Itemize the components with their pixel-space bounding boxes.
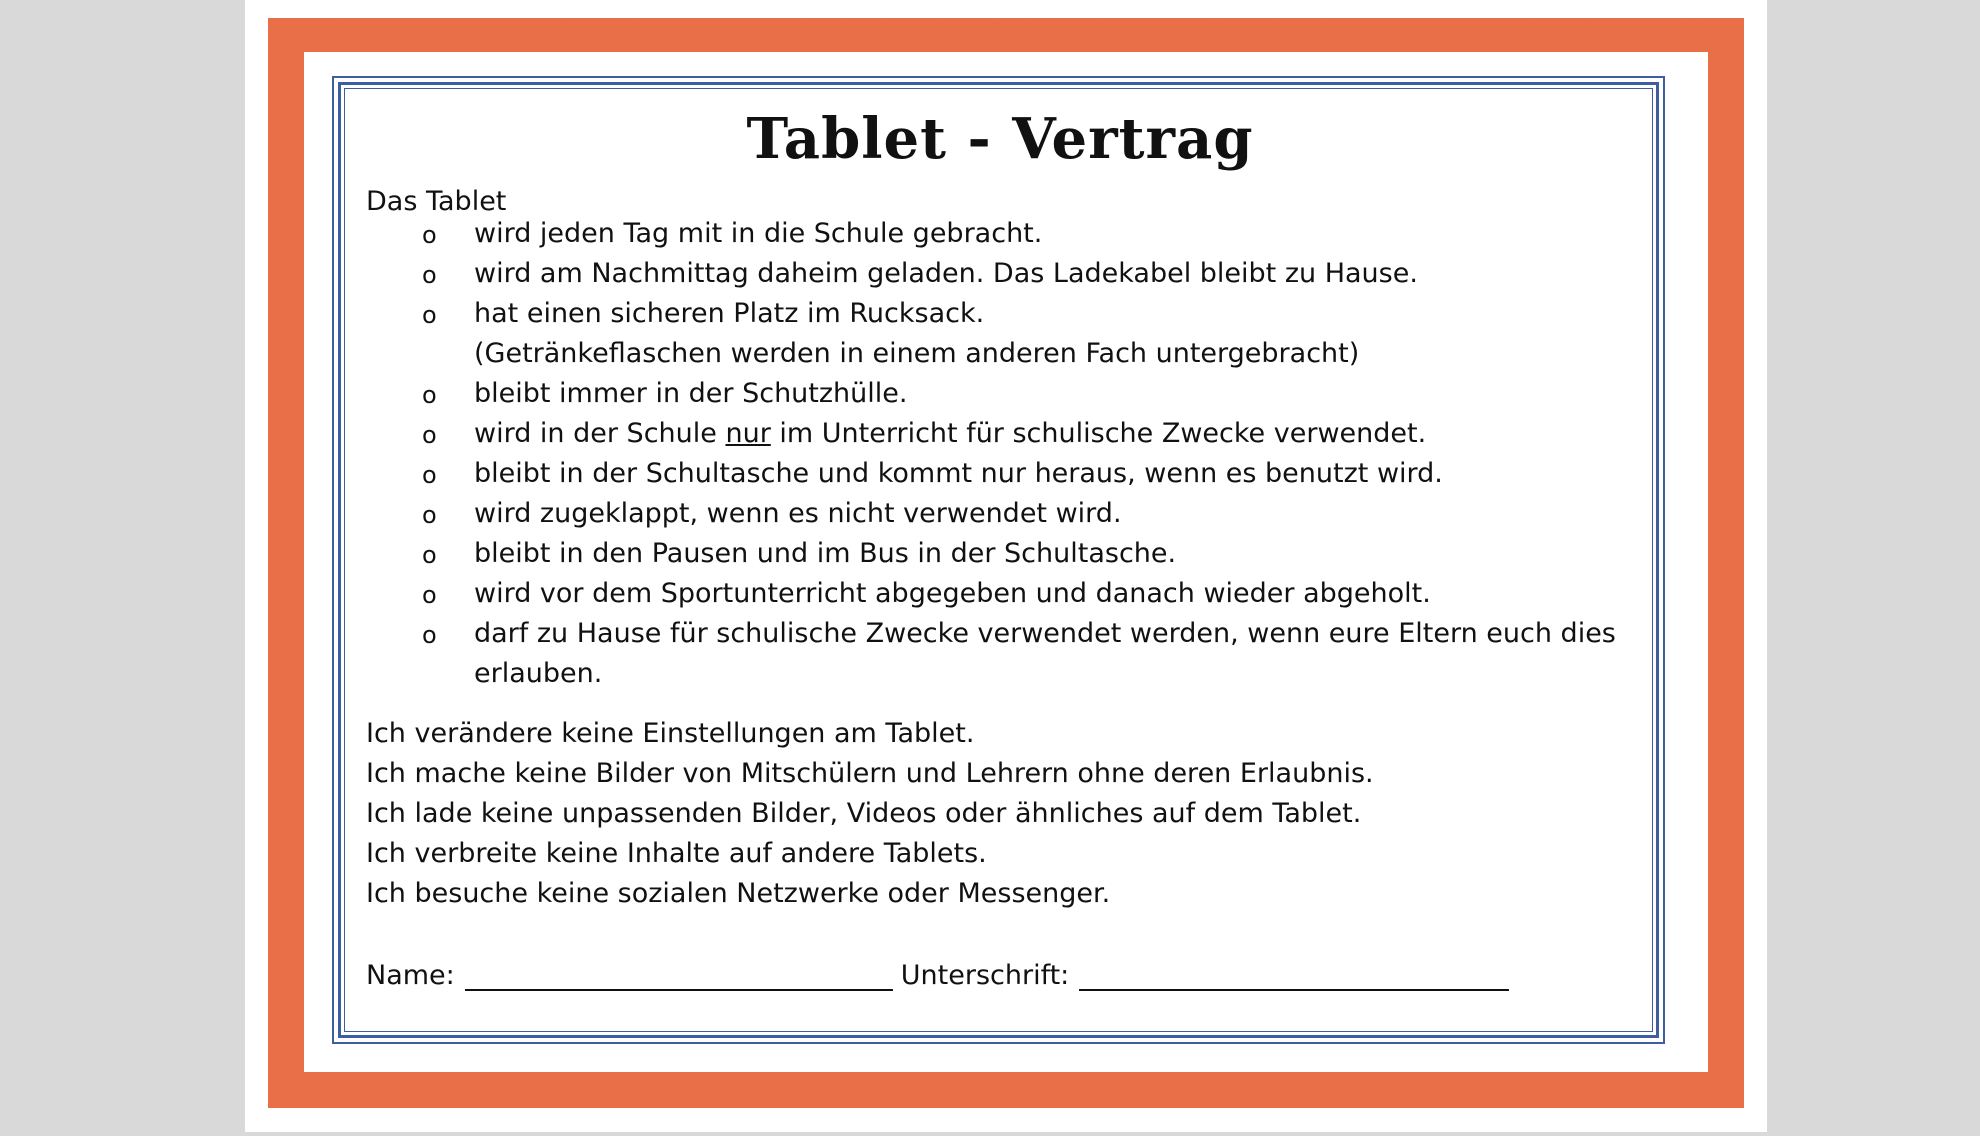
intro-text: Das Tablet bbox=[366, 186, 507, 217]
page-title: Tablet - Vertrag bbox=[746, 106, 1254, 172]
list-item: hat einen sicheren Platz im Rucksack. bbox=[474, 298, 985, 329]
bullet-glyph: o bbox=[422, 501, 437, 529]
list-item-text: im Unterricht für schulische Zwecke verwendet. bbox=[770, 418, 1427, 449]
list-item-text: wird in der Schule bbox=[474, 418, 726, 449]
statement-line: Ich besuche keine sozialen Netzwerke oder Messenger. bbox=[366, 878, 1111, 909]
bullet-glyph: o bbox=[422, 381, 437, 409]
underlined-word: nur bbox=[725, 418, 771, 449]
list-item-continuation: (Getränkeflaschen werden in einem anderen Fach untergebracht) bbox=[474, 338, 1360, 369]
bullet-glyph: o bbox=[422, 581, 437, 609]
statement-line: Ich mache keine Bilder von Mitschülern und Lehrern ohne deren Erlaubnis. bbox=[366, 758, 1374, 789]
signature-field[interactable] bbox=[1079, 963, 1509, 991]
signature-row bbox=[366, 960, 1509, 991]
list-item: wird zugeklappt, wenn es nicht verwendet wird. bbox=[474, 498, 1122, 529]
name-field[interactable] bbox=[465, 963, 893, 991]
list-item bbox=[474, 418, 1426, 449]
list-item: bleibt in den Pausen und im Bus in der Schultasche. bbox=[474, 538, 1177, 569]
list-item: wird am Nachmittag daheim geladen. Das Ladekabel bleibt zu Hause. bbox=[474, 258, 1418, 289]
list-item-continuation: erlauben. bbox=[474, 658, 603, 689]
statement-line: Ich verändere keine Einstellungen am Tablet. bbox=[366, 718, 975, 749]
statement-line: Ich verbreite keine Inhalte auf andere Tablets. bbox=[366, 838, 987, 869]
name-label: Name: bbox=[366, 960, 455, 991]
list-item: bleibt immer in der Schutzhülle. bbox=[474, 378, 908, 409]
bullet-glyph: o bbox=[422, 301, 437, 329]
list-item: wird jeden Tag mit in die Schule gebracht. bbox=[474, 218, 1043, 249]
bullet-glyph: o bbox=[422, 221, 437, 249]
bullet-glyph: o bbox=[422, 621, 437, 649]
signature-label: Unterschrift: bbox=[900, 960, 1070, 991]
bullet-glyph: o bbox=[422, 461, 437, 489]
statement-line: Ich lade keine unpassenden Bilder, Videos oder ähnliches auf dem Tablet. bbox=[366, 798, 1362, 829]
list-item: wird vor dem Sportunterricht abgegeben und danach wieder abgeholt. bbox=[474, 578, 1431, 609]
list-item: darf zu Hause für schulische Zwecke verwendet werden, wenn eure Eltern euch dies bbox=[474, 618, 1616, 649]
bullet-glyph: o bbox=[422, 421, 437, 449]
bullet-glyph: o bbox=[422, 541, 437, 569]
list-item: bleibt in der Schultasche und kommt nur heraus, wenn es benutzt wird. bbox=[474, 458, 1443, 489]
contract-content bbox=[366, 100, 1636, 1020]
bullet-glyph: o bbox=[422, 261, 437, 289]
